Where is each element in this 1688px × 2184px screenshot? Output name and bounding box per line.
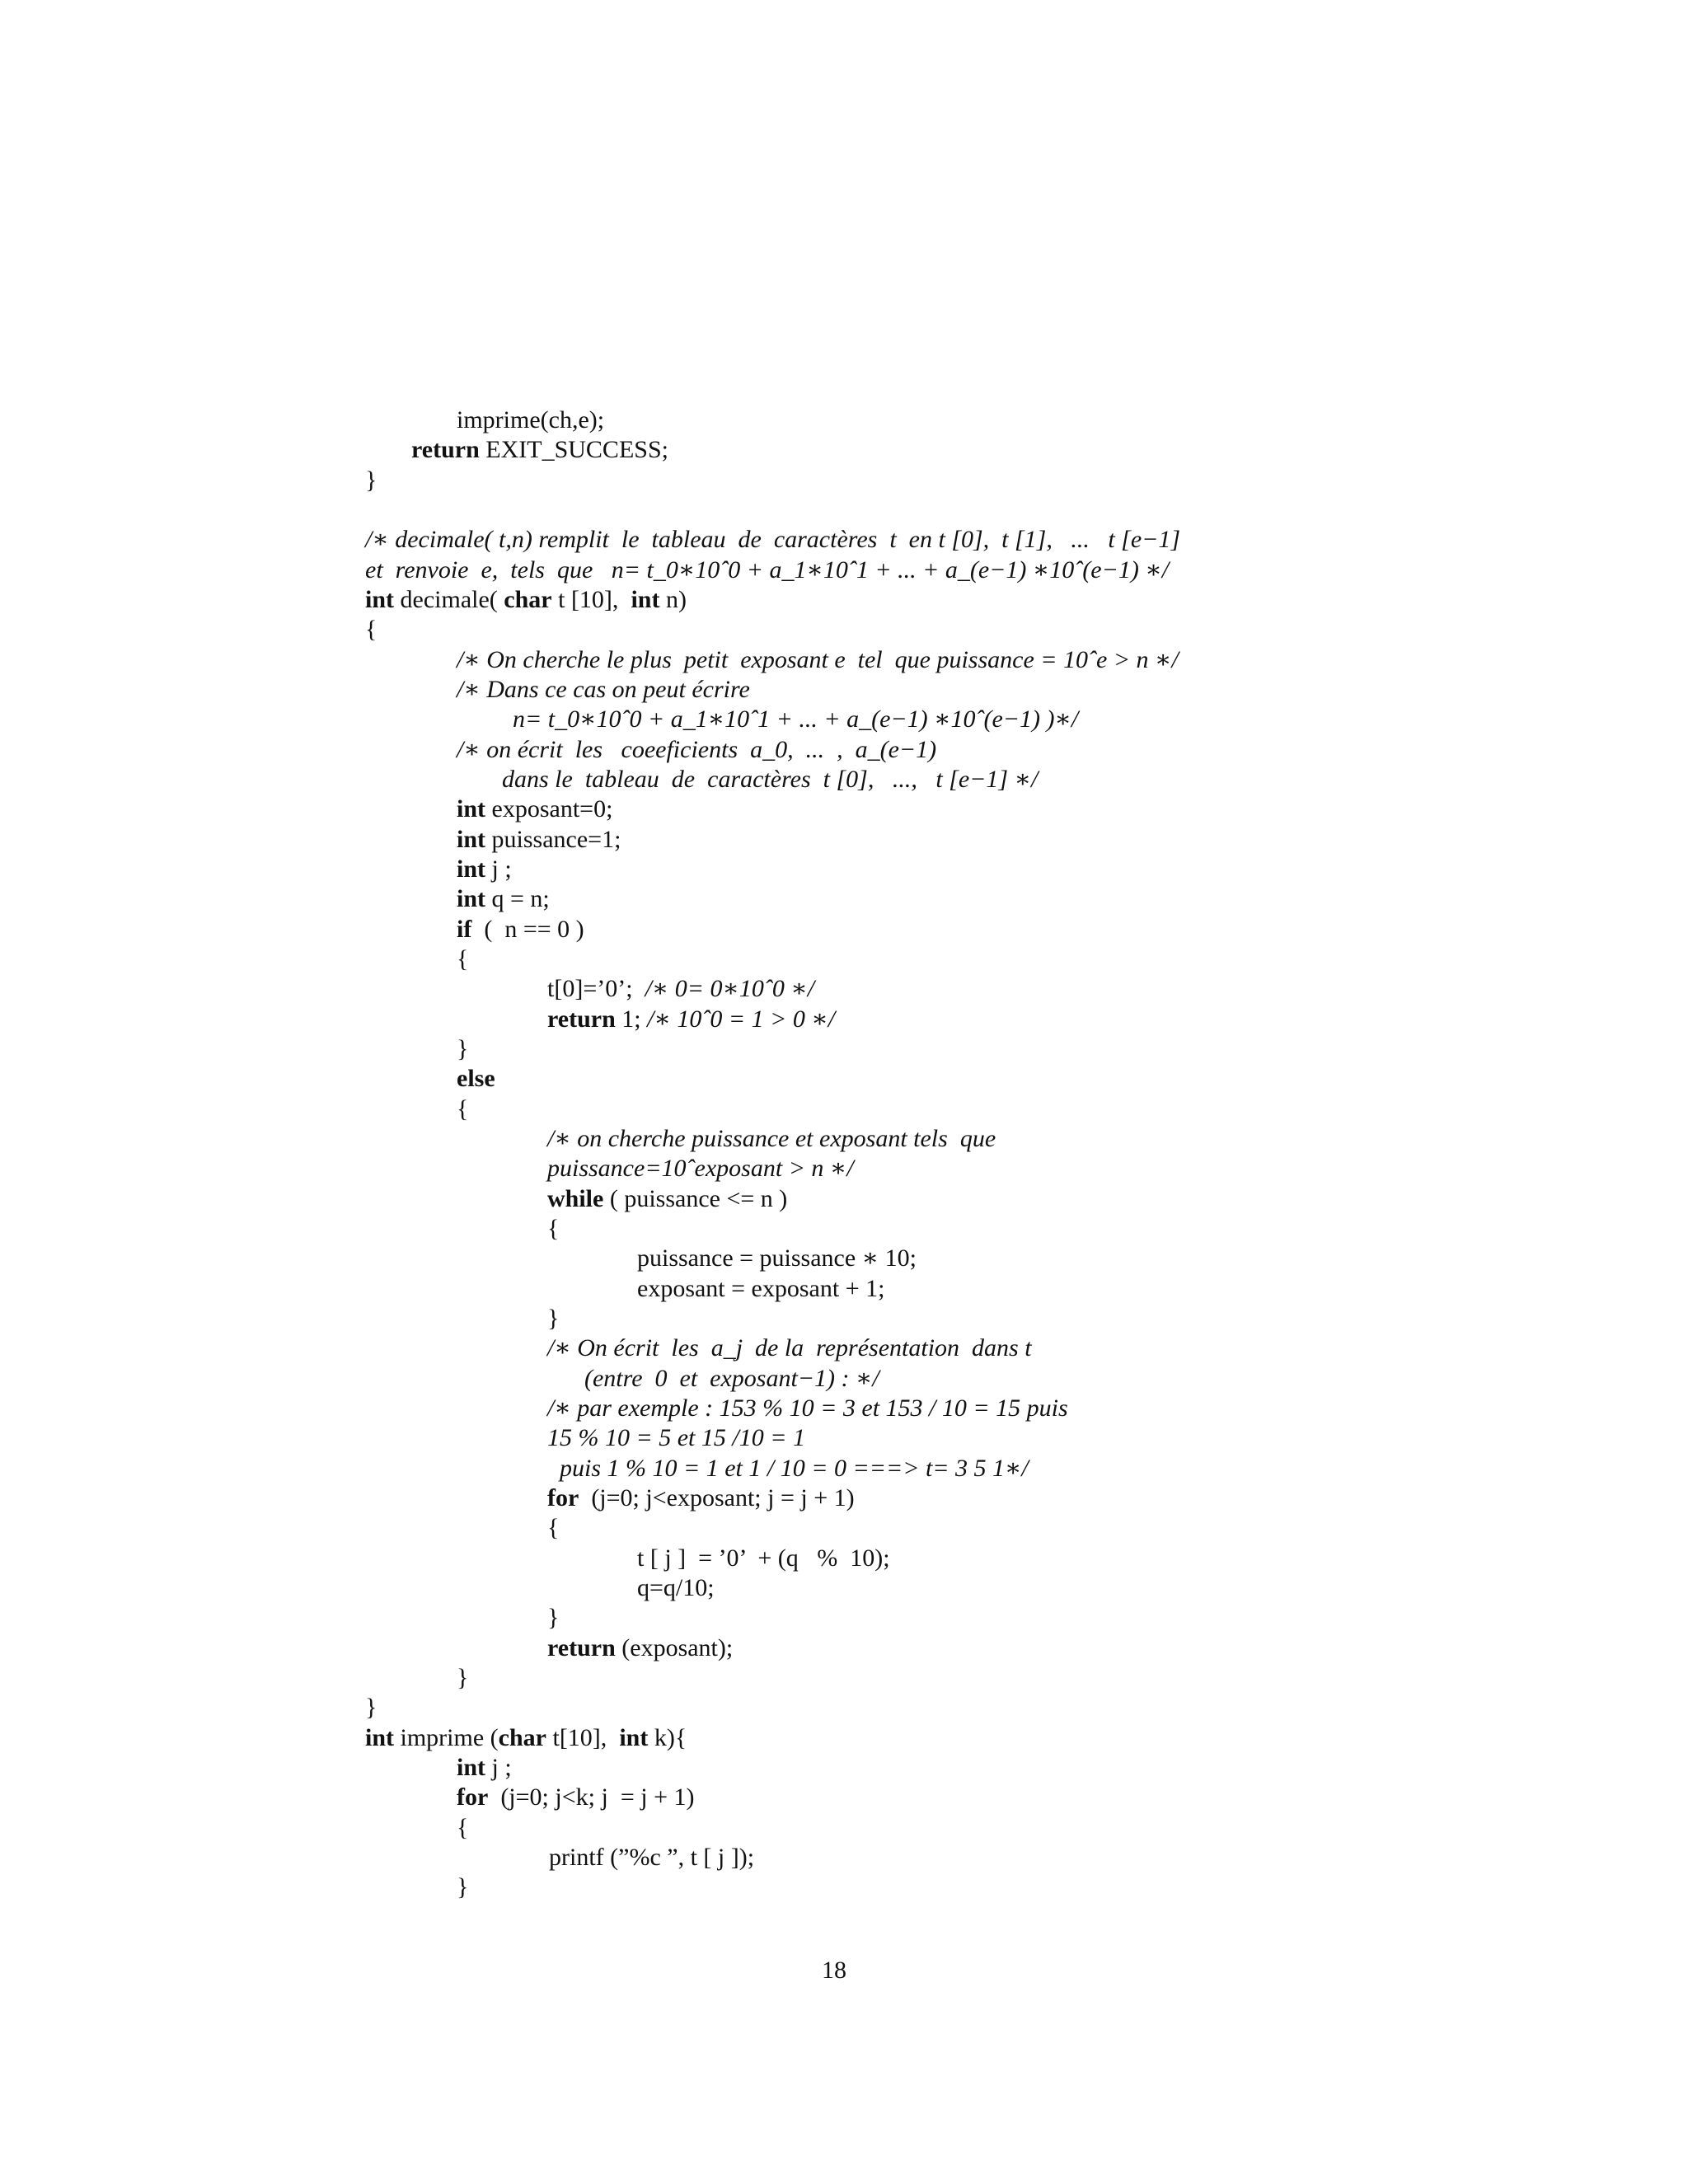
code-text: { bbox=[457, 1813, 469, 1841]
code-text: } bbox=[547, 1304, 560, 1332]
code-line bbox=[457, 944, 468, 974]
keyword: while bbox=[547, 1184, 604, 1212]
code-text: { bbox=[547, 1214, 560, 1242]
code-line bbox=[457, 1753, 512, 1783]
code-text: n) bbox=[659, 585, 687, 613]
comment-text: /∗ on écrit les coeeficients a_0, ... , a_(e−1) bbox=[457, 735, 937, 763]
code-line bbox=[457, 675, 750, 705]
code-text: } bbox=[457, 1873, 469, 1901]
code-text: 1; bbox=[615, 1005, 648, 1033]
code-text: ( puissance <= n ) bbox=[603, 1184, 788, 1212]
keyword: return bbox=[547, 1633, 616, 1661]
code-line bbox=[637, 1274, 884, 1304]
code-line bbox=[547, 1483, 855, 1513]
code-line bbox=[547, 1633, 733, 1663]
code-text: { bbox=[547, 1514, 560, 1542]
comment-text: /∗ on cherche puissance et exposant tels que bbox=[547, 1124, 996, 1152]
code-line bbox=[457, 1872, 468, 1902]
code-text: } bbox=[457, 1663, 469, 1691]
code-line bbox=[547, 1603, 559, 1633]
code-text: puissance=1; bbox=[485, 825, 621, 853]
code-line bbox=[547, 974, 814, 1004]
comment-text: puis 1 % 10 = 1 et 1 / 10 = 0 ===> t= 3 5 1∗/ bbox=[560, 1454, 1029, 1482]
code-line bbox=[457, 794, 612, 824]
keyword: else bbox=[457, 1065, 495, 1093]
comment-text: /∗ On cherche le plus petit exposant e tel que puissance = 10ˆe > n ∗/ bbox=[457, 645, 1179, 673]
code-line bbox=[457, 915, 584, 944]
code-line bbox=[637, 1244, 917, 1273]
code-line bbox=[457, 825, 621, 855]
keyword: int bbox=[619, 1723, 649, 1751]
code-line bbox=[547, 1333, 1032, 1363]
keyword: int bbox=[365, 1723, 395, 1751]
comment-text: /∗ par exemple : 153 % 10 = 3 et 153 / 10 = 15 puis bbox=[547, 1394, 1068, 1422]
code-line bbox=[513, 705, 1078, 734]
keyword: int bbox=[457, 885, 486, 913]
comment-text: /∗ decimale( t,n) remplit le tableau de caractères t en t [0], t [1], ... t [e−1] bbox=[365, 526, 1181, 554]
code-text: } bbox=[457, 1034, 469, 1062]
code-text: k){ bbox=[648, 1723, 687, 1751]
code-line bbox=[637, 1573, 715, 1603]
code-line bbox=[547, 1184, 787, 1214]
code-line bbox=[560, 1454, 1029, 1483]
code-text: printf (”%c ”, t [ j ]); bbox=[549, 1843, 755, 1871]
code-text: { bbox=[457, 1094, 469, 1122]
code-text: t[10], bbox=[546, 1723, 620, 1751]
code-text: (j=0; j<exposant; j = j + 1) bbox=[579, 1483, 855, 1511]
code-line bbox=[365, 1693, 377, 1722]
code-text: t[0]=’0’; bbox=[547, 975, 645, 1003]
code-line bbox=[457, 1064, 495, 1094]
code-text: puissance = puissance ∗ 10; bbox=[637, 1244, 917, 1272]
code-line bbox=[637, 1544, 890, 1573]
code-line bbox=[457, 1783, 694, 1812]
code-line bbox=[547, 1304, 559, 1333]
code-text: (exposant); bbox=[615, 1633, 734, 1661]
code-line bbox=[547, 1005, 835, 1034]
code-text: { bbox=[365, 616, 377, 644]
code-line bbox=[547, 1124, 996, 1154]
code-line bbox=[457, 1813, 468, 1843]
code-text: imprime ( bbox=[394, 1723, 499, 1751]
code-line bbox=[549, 1843, 754, 1872]
code-line bbox=[547, 1423, 805, 1453]
code-text: decimale( bbox=[394, 585, 504, 613]
code-text: q=q/10; bbox=[637, 1573, 715, 1601]
code-text: exposant = exposant + 1; bbox=[637, 1274, 885, 1302]
code-text: t [ j ] = ’0’ + (q % 10); bbox=[637, 1544, 890, 1572]
keyword: return bbox=[547, 1005, 616, 1033]
code-line bbox=[584, 1364, 879, 1394]
code-text: } bbox=[365, 466, 377, 494]
code-line bbox=[365, 615, 377, 644]
keyword: int bbox=[365, 585, 395, 613]
code-line bbox=[411, 435, 668, 465]
code-line bbox=[547, 1154, 854, 1183]
code-line bbox=[547, 1513, 559, 1543]
code-text: t [10], bbox=[551, 585, 631, 613]
keyword: for bbox=[457, 1783, 489, 1811]
code-text: imprime(ch,e); bbox=[457, 406, 605, 434]
code-line bbox=[547, 1394, 1068, 1423]
comment-text: /∗ On écrit les a_j de la représentation dans t bbox=[547, 1334, 1032, 1362]
comment-text: dans le tableau de caractères t [0], ..., t [e−1] ∗/ bbox=[502, 765, 1039, 793]
comment-text: /∗ 10ˆ0 = 1 > 0 ∗/ bbox=[647, 1005, 836, 1033]
code-text: EXIT_SUCCESS; bbox=[479, 436, 668, 464]
code-text: q = n; bbox=[485, 885, 550, 913]
code-line bbox=[457, 405, 604, 435]
keyword: char bbox=[498, 1723, 546, 1751]
code-line bbox=[457, 645, 1179, 675]
comment-text: et renvoie e, tels que n= t_0∗10ˆ0 + a_1∗10ˆ1 + ... + a_(e−1) ∗10ˆ(e−1) ∗/ bbox=[365, 555, 1170, 583]
code-text: j ; bbox=[485, 1753, 512, 1781]
code-line bbox=[457, 1094, 468, 1124]
code-line bbox=[457, 735, 936, 765]
code-text: { bbox=[457, 944, 469, 972]
code-text: (j=0; j<k; j = j + 1) bbox=[488, 1783, 695, 1811]
keyword: for bbox=[547, 1483, 579, 1511]
code-text: ( n == 0 ) bbox=[471, 915, 584, 943]
code-text: } bbox=[365, 1694, 377, 1722]
code-line bbox=[365, 466, 377, 495]
comment-text: n= t_0∗10ˆ0 + a_1∗10ˆ1 + ... + a_(e−1) ∗10ˆ(e−1) )∗/ bbox=[513, 705, 1079, 733]
keyword: int bbox=[457, 795, 486, 823]
code-line bbox=[547, 1214, 559, 1244]
code-line bbox=[365, 525, 1180, 555]
code-line bbox=[457, 1034, 468, 1064]
comment-text: /∗ 0= 0∗10ˆ0 ∗/ bbox=[645, 975, 815, 1003]
page-number: 18 bbox=[822, 1957, 846, 1984]
code-line bbox=[365, 585, 687, 615]
keyword: int bbox=[457, 855, 486, 883]
keyword: int bbox=[457, 1753, 486, 1781]
keyword: return bbox=[411, 436, 480, 464]
keyword: char bbox=[504, 585, 552, 613]
comment-text: /∗ Dans ce cas on peut écrire bbox=[457, 675, 750, 703]
code-line bbox=[502, 765, 1038, 794]
keyword: int bbox=[457, 825, 486, 853]
keyword: if bbox=[457, 915, 472, 943]
code-text: exposant=0; bbox=[485, 795, 613, 823]
code-text: } bbox=[547, 1604, 560, 1632]
code-line bbox=[457, 1663, 468, 1693]
comment-text: puissance=10ˆexposant > n ∗/ bbox=[547, 1155, 854, 1183]
code-line bbox=[457, 855, 512, 884]
comment-text: (entre 0 et exposant−1) : ∗/ bbox=[584, 1364, 879, 1392]
comment-text: 15 % 10 = 5 et 15 /10 = 1 bbox=[547, 1424, 805, 1452]
keyword: int bbox=[631, 585, 660, 613]
code-line bbox=[365, 555, 1169, 585]
code-text: j ; bbox=[485, 855, 512, 883]
code-line bbox=[457, 884, 550, 914]
code-line bbox=[365, 1723, 687, 1753]
